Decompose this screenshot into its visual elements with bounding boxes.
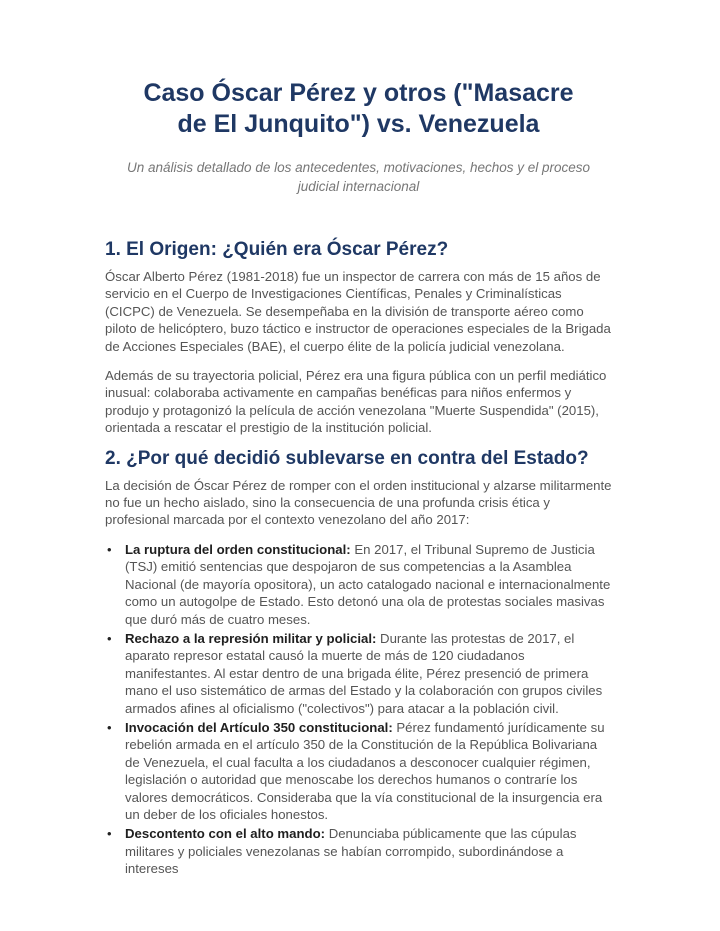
list-item [107, 825, 612, 877]
list-item-lead: Rechazo a la represión militar y policial: [125, 630, 377, 646]
list-item [107, 630, 612, 717]
list-item-lead: La ruptura del orden constitucional: [125, 541, 351, 557]
bullet-icon: • [107, 630, 112, 646]
section-1-paragraph-1: Óscar Alberto Pérez (1981-2018) fue un inspector de carrera con más de 15 años de servicio en el Cuerpo de Investigaciones Científicas, Penales y Criminalísticas (CICPC) de Venezuela. Se desempeñaba en la división de transporte aéreo como piloto de helicóptero, buzo táctico e instructor de operaciones especiales de la Brigada de Acciones Especiales (BAE), el cuerpo élite de la policía judicial venezolana. [105, 269, 611, 354]
document-subtitle: Un análisis detallado de los antecedentes, motivaciones, hechos y el proceso judicial internacional [126, 160, 591, 194]
list-item [107, 541, 612, 628]
list-item [107, 719, 612, 823]
bullet-icon: • [107, 541, 112, 557]
list-item-text: En 2017, el Tribunal Supremo de Justicia (TSJ) emitió sentencias que despojaron de sus competencias a la Asamblea Nacional (de mayoría opositora), un acto catalogado nacional e internacionalmente como un autogolpe de Estado. Esto detonó una ola de protestas sociales masivas que duró más de cuatro meses. [125, 541, 611, 627]
reasons-list [105, 541, 612, 878]
section-1-heading: 1. El Origen: ¿Quién era Óscar Pérez? [105, 239, 449, 260]
list-item-text: Denunciaba públicamente que las cúpulas militares y policiales venezolanas se habían corrompido, subordinándose a intereses [125, 826, 577, 877]
document-title: Caso Óscar Pérez y otros ("Masacre de El Junquito") vs. Venezuela [143, 79, 574, 138]
list-item-text: Durante las protestas de 2017, el aparato represor estatal causó la muerte de más de 120 ciudadanos manifestantes. Al estar dentro de una brigada élite, Pérez presenció de primera mano el uso sistemático de armas del Estado y la colaboración con grupos civiles armados afines al oficialismo ("colectivos") para atacar a la población civil. [125, 630, 603, 716]
bullet-icon: • [107, 719, 112, 735]
list-item-lead: Invocación del Artículo 350 constitucional: [125, 719, 393, 735]
bullet-icon: • [107, 826, 112, 842]
list-item-text: Pérez fundamentó jurídicamente su rebelión armada en el artículo 350 de la Constitución de la República Bolivariana de Venezuela, el cual faculta a los ciudadanos a desconocer cualquier régimen, legislación o autoridad que menoscabe los derechos humanos o contraríe los valores democráticos. Consideraba que la vía constitucional de la insurgencia era un deber de los oficiales honestos. [125, 719, 605, 822]
section-1-paragraph-2: Además de su trayectoria policial, Pérez era una figura pública con un perfil mediático inusual: colaboraba activamente en campañas benéficas para niños enfermos y produjo y protagonizó la película de acción venezolana "Muerte Suspendida" (2015), orientada a rescatar el prestigio de la institución policial. [105, 368, 607, 436]
section-2-heading: 2. ¿Por qué decidió sublevarse en contra del Estado? [105, 447, 589, 469]
section-2-intro: La decisión de Óscar Pérez de romper con el orden institucional y alzarse militarmente no fue un hecho aislado, sino la consecuencia de una profunda crisis ética y profesional marcada por el contexto venezolano del año 2017: [105, 477, 612, 528]
list-item-lead: Descontento con el alto mando: [125, 826, 326, 842]
